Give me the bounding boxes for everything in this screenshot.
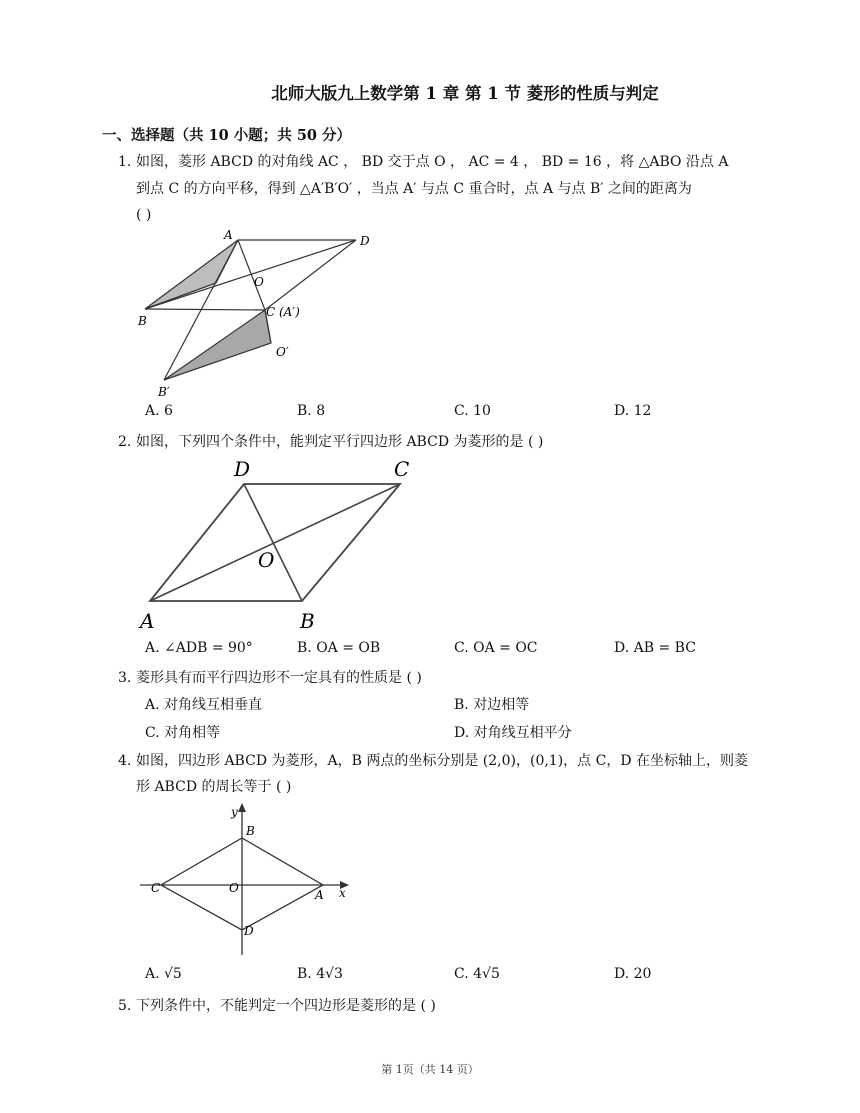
option-a[interactable]: A. 对角线互相垂直 xyxy=(145,697,263,713)
question-number: 1. xyxy=(118,154,132,170)
option-d[interactable]: D. 20 xyxy=(614,966,652,982)
option-c[interactable]: C. 4√5 xyxy=(454,966,500,982)
question-number: 2. xyxy=(118,434,132,450)
label-d: D xyxy=(234,457,251,481)
label-o: O xyxy=(254,275,264,289)
page-title: 北师大版九上数学第 1 章 第 1 节 菱形的性质与判定 xyxy=(271,84,659,103)
shaded-triangle-abo xyxy=(145,240,238,309)
label-b: B xyxy=(300,609,315,633)
question-text-line: 菱形具有而平行四边形不一定具有的性质是 ( ) xyxy=(136,670,422,686)
option-b[interactable]: B. 4√3 xyxy=(297,966,343,982)
question-text-line: 到点 C 的方向平移，得到 △A′B′O′ ，当点 A′ 与点 C 重合时，点 A 与点 B′ 之间的距离为 xyxy=(136,181,692,197)
option-c[interactable]: C. 对角相等 xyxy=(145,725,221,741)
label-c-a2: C (A′) xyxy=(266,305,300,319)
label-x: x xyxy=(339,886,346,900)
question-number: 3. xyxy=(118,670,132,686)
label-y: y xyxy=(231,805,238,819)
label-o: O xyxy=(258,548,275,572)
label-a: A xyxy=(315,888,324,902)
question-number: 4. xyxy=(118,753,132,769)
question-text-line: 如图，菱形 ABCD 的对角线 AC ， BD 交于点 O ， AC = 4 ， BD = 16 ，将 △ABO 沿点 A xyxy=(136,154,729,170)
section-heading: 一、选择题（共 10 小题；共 50 分） xyxy=(102,127,352,144)
label-a: A xyxy=(140,609,155,633)
label-c: C xyxy=(151,881,161,895)
label-d: D xyxy=(360,234,370,248)
option-d[interactable]: D. 12 xyxy=(614,403,652,419)
option-d[interactable]: D. AB = BC xyxy=(614,640,696,656)
figure-q4-coordinate-rhombus xyxy=(135,800,365,960)
question-text-line: 形 ABCD 的周长等于 ( ) xyxy=(136,779,292,795)
question-text-line: 下列条件中，不能判定一个四边形是菱形的是 ( ) xyxy=(136,998,436,1014)
label-b2: B′ xyxy=(158,385,170,399)
label-a: A xyxy=(224,228,233,242)
option-a[interactable]: A. 6 xyxy=(145,403,173,419)
label-o2: O′ xyxy=(276,345,289,359)
option-a[interactable]: A. √5 xyxy=(145,966,182,982)
shaded-triangle-a2b2o2 xyxy=(164,310,271,380)
page-footer: 第 1页（共 14 页） xyxy=(381,1063,479,1076)
question-number: 5. xyxy=(118,998,132,1014)
option-a[interactable]: A. ∠ADB = 90° xyxy=(145,640,253,656)
label-c: C xyxy=(394,457,410,481)
label-o: O xyxy=(229,881,239,895)
option-c[interactable]: C. 10 xyxy=(454,403,491,419)
option-d[interactable]: D. 对角线互相平分 xyxy=(454,725,572,741)
label-b: B xyxy=(138,314,147,328)
label-b: B xyxy=(246,824,255,838)
question-text-line: 如图，下列四个条件中，能判定平行四边形 ABCD 为菱形的是 ( ) xyxy=(136,434,544,450)
label-d: D xyxy=(244,924,254,938)
figure-q2-parallelogram xyxy=(138,456,418,634)
option-b[interactable]: B. 8 xyxy=(297,403,326,419)
question-text-line: 如图，四边形 ABCD 为菱形，A，B 两点的坐标分别是 (2,0)，(0,1)，点 C，D 在坐标轴上，则菱 xyxy=(136,753,749,769)
option-c[interactable]: C. OA = OC xyxy=(454,640,538,656)
figure-q1-rhombus-translation xyxy=(130,225,400,405)
option-b[interactable]: B. 对边相等 xyxy=(454,697,530,713)
option-b[interactable]: B. OA = OB xyxy=(297,640,381,656)
answer-blank: ( ) xyxy=(136,207,152,223)
